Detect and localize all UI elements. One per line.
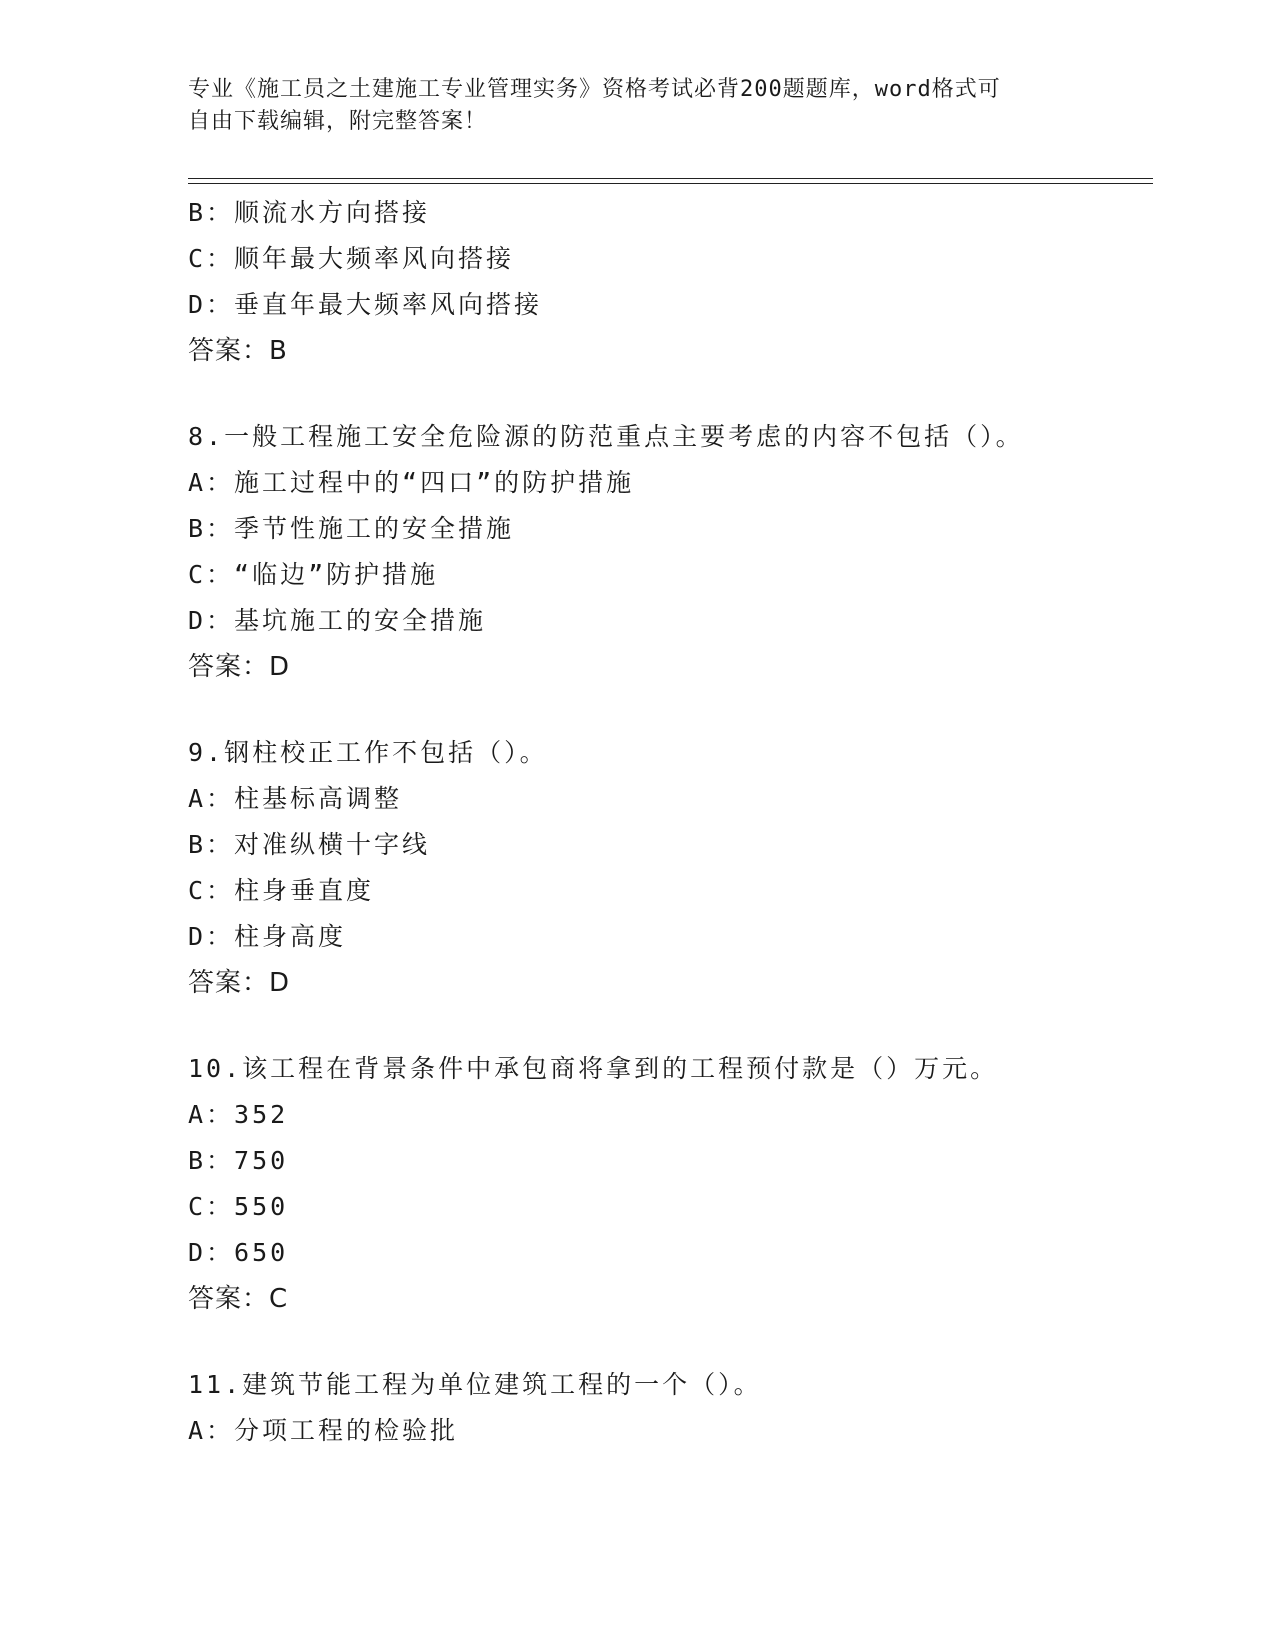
answer: 答案：D bbox=[188, 652, 291, 682]
question-block-10 bbox=[188, 1046, 1153, 1322]
option-d: D：基坑施工的安全措施 bbox=[188, 606, 487, 635]
document-header bbox=[188, 74, 1088, 138]
answer: 答案：C bbox=[188, 1284, 289, 1314]
option-b: B：顺流水方向搭接 bbox=[188, 198, 431, 227]
option-b: B：季节性施工的安全措施 bbox=[188, 514, 515, 543]
option-c: C：柱身垂直度 bbox=[188, 876, 375, 905]
question-block-8 bbox=[188, 414, 1153, 690]
header-rule-top bbox=[188, 178, 1153, 179]
option-d: D：柱身高度 bbox=[188, 922, 347, 951]
header-line-1: 专业《施工员之土建施工专业管理实务》资格考试必背200题题库，word格式可 bbox=[188, 77, 1001, 102]
option-a: A：施工过程中的“四口”的防护措施 bbox=[188, 468, 635, 497]
question-block-7-continued bbox=[188, 190, 1153, 374]
option-c: C：“临边”防护措施 bbox=[188, 560, 439, 589]
question-list bbox=[188, 190, 1153, 1454]
question-block-9 bbox=[188, 730, 1153, 1006]
header-line-2: 自由下载编辑，附完整答案！ bbox=[188, 109, 488, 134]
option-c: C：550 bbox=[188, 1192, 289, 1221]
option-c: C：顺年最大频率风向搭接 bbox=[188, 244, 515, 273]
answer: 答案：D bbox=[188, 968, 291, 998]
option-d: D：垂直年最大频率风向搭接 bbox=[188, 290, 543, 319]
option-d: D：650 bbox=[188, 1238, 289, 1267]
option-b: B：对准纵横十字线 bbox=[188, 830, 431, 859]
question-text: 11.建筑节能工程为单位建筑工程的一个（）。 bbox=[188, 1370, 762, 1399]
option-b: B：750 bbox=[188, 1146, 289, 1175]
option-a: A：352 bbox=[188, 1100, 289, 1129]
option-a: A：分项工程的检验批 bbox=[188, 1416, 459, 1445]
question-text: 8.一般工程施工安全危险源的防范重点主要考虑的内容不包括（）。 bbox=[188, 422, 1024, 451]
question-text: 9.钢柱校正工作不包括（）。 bbox=[188, 738, 548, 767]
answer: 答案：B bbox=[188, 336, 288, 366]
question-text: 10.该工程在背景条件中承包商将拿到的工程预付款是（）万元。 bbox=[188, 1054, 999, 1083]
header-rule-bottom bbox=[188, 183, 1153, 184]
question-block-11 bbox=[188, 1362, 1153, 1454]
option-a: A：柱基标高调整 bbox=[188, 784, 403, 813]
